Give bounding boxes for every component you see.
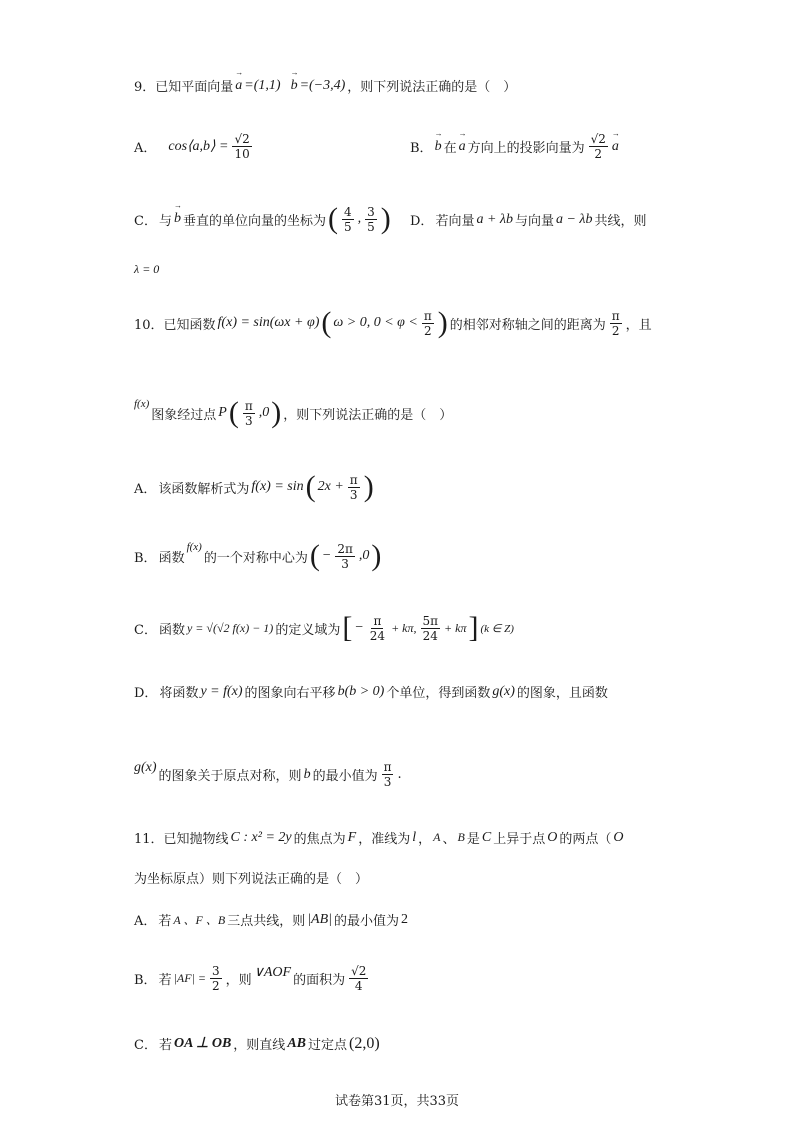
q9-d-expr2: a − λb (555, 211, 593, 227)
q11-c-text1: 若 (158, 1038, 172, 1053)
q11-b-text2: ，则 (225, 973, 252, 988)
q10-d-expr1: y = f(x) (200, 683, 243, 699)
q9-d-expr1: a + λb (476, 211, 513, 227)
paren-left: ( (305, 470, 316, 503)
q9-a-lhs: cos⟨a,b⟩ = (168, 139, 229, 154)
q10-c-k: (k ∈ Z) (480, 622, 514, 635)
q9-c-f2d: 5 (367, 219, 375, 234)
q10-d-line2-text: 的图象关于原点对称，则 (158, 769, 302, 784)
q10-b-text1: 函数 (158, 550, 185, 566)
q10-d-expr3: g(x) (492, 683, 515, 699)
minus-sign: − (321, 548, 332, 563)
q9-b-num: √2 (590, 132, 606, 146)
q10-c-i1n: π (373, 613, 382, 628)
q10-line2 (134, 398, 452, 428)
q11-b-label: B． (134, 973, 157, 988)
q10-p-frac (243, 399, 255, 428)
q11-b-den: 2 (211, 979, 220, 993)
q10-d-expr2: b(b > 0) (337, 683, 385, 699)
q10-c-tail: + kπ (444, 620, 467, 635)
q10-c-frac1 (368, 614, 387, 643)
q11-sep: 、 (442, 832, 456, 847)
q9-c-text2: 垂直的单位向量的坐标为 (182, 213, 326, 229)
period: . (397, 767, 402, 782)
q10-d-num: π (383, 760, 392, 774)
q10-p-tail: ,0 (258, 405, 270, 420)
q9-d-label: D． (410, 214, 434, 229)
q10-cond: ω > 0, 0 < φ < (333, 315, 418, 330)
q10-dist-frac (610, 309, 622, 338)
q10-a-expr: f(x) = sin (251, 479, 304, 494)
q9-d-text3: 共线，则 (594, 214, 647, 229)
q11-b-frac (210, 964, 222, 993)
q9-stem (134, 76, 516, 95)
q11-t4: 是 (466, 832, 480, 847)
q10-d-frac (382, 760, 394, 789)
q11-a-pts: A 、F 、B (173, 913, 226, 927)
q11-b-text3: 的面积为 (293, 973, 346, 988)
q11-t1: 的焦点为 (293, 832, 346, 847)
q9-d-cont: λ = 0 (134, 262, 160, 276)
q10-option-d (134, 682, 608, 701)
q9-b-text2: 方向上的投影向量为 (467, 141, 585, 156)
q10-option-d-line2 (134, 760, 402, 789)
q10-b-tail: ,0 (358, 548, 370, 563)
q10-c-i1d: 24 (369, 628, 386, 643)
q10-c-text2: 的定义域为 (275, 622, 341, 638)
q9-tail: ，则下列说法正确的是（ ） (347, 80, 517, 95)
q10-dist-num: π (611, 308, 620, 323)
q9-c-f1n: 4 (343, 204, 352, 219)
q11-l: l (412, 829, 417, 845)
q11-t5: 上异于点 (493, 832, 546, 847)
q11-a-label: A． (134, 914, 157, 929)
q9-a-num: √2 (234, 132, 250, 146)
q11-line2 (134, 868, 368, 887)
vector-a: → a (459, 139, 466, 155)
q11-a-text3: 的最小值为 (334, 914, 400, 929)
q9-d-text1: 若向量 (435, 214, 475, 229)
q11-F: F (347, 829, 357, 845)
q11-c-ab: AB (287, 1035, 306, 1051)
paren-left: ( (321, 306, 332, 339)
q10-dist-den: 2 (611, 323, 620, 338)
paren-right: ) (437, 306, 448, 339)
q10-option-c (134, 613, 514, 643)
q10-fx: f(x) (134, 398, 150, 410)
q11-B: B (457, 830, 465, 844)
q11-A: A (433, 830, 441, 844)
q9-a-fraction (232, 132, 251, 161)
q9-b-fraction (589, 132, 608, 161)
q10-a-num: π (349, 472, 358, 487)
paren-left: ( (327, 202, 338, 235)
q9-stem-text: 9．已知平面向量 (134, 80, 234, 95)
q10-b-fx: f(x) (186, 541, 202, 553)
q10-point-p: P (218, 405, 227, 420)
q10-b-label: B． (134, 550, 157, 566)
vector-a: → a (235, 78, 242, 94)
q10-stem (134, 308, 652, 338)
q9-option-c (134, 204, 391, 234)
q9-a-value: =(1,1) (244, 77, 281, 93)
page-footer: 试卷第31页，共33页 (334, 1094, 460, 1109)
q11-c-expr: OA ⊥ OB (173, 1036, 232, 1051)
q11-C: C (481, 829, 492, 845)
q10-a-inner: 2x + (317, 479, 344, 494)
q9-d-text2: 与向量 (514, 214, 554, 229)
q9-a-label: A． (134, 141, 157, 156)
q10-text3: ，且 (625, 317, 652, 333)
q11-option-c (134, 1034, 380, 1053)
q11-a-val: 2 (401, 911, 409, 927)
q10-func: f(x) = sin(ωx + φ) (217, 315, 320, 330)
q11-c-pt: (2,0) (349, 1034, 380, 1052)
vector-b: → b (174, 211, 181, 227)
q10-d-b: b (303, 766, 311, 782)
q11-c-text2: ，则直线 (233, 1038, 286, 1053)
q11-curve: C : x² = 2y (230, 829, 292, 845)
vector-b: → b (435, 139, 442, 155)
q10-line2-tail: ，则下列说法正确的是（ ） (283, 407, 453, 423)
q10-c-expr: y = √(√2 f(x) − 1) (186, 620, 274, 635)
q10-d-text1: 将函数 (159, 686, 199, 701)
q9-c-f1d: 5 (343, 219, 352, 234)
paren-right: ) (371, 539, 382, 572)
q10-c-mid: + kπ, (391, 620, 417, 635)
q11-stem-text: 11．已知抛物线 (134, 832, 229, 847)
q10-c-label: C． (134, 622, 157, 638)
q9-a-den: 10 (234, 147, 250, 161)
q9-c-f2n: 3 (367, 204, 375, 219)
q9-option-d (410, 210, 647, 229)
vector-a: → a (612, 139, 619, 155)
paren-right: ) (363, 470, 374, 503)
q11-a-text1: 若 (158, 914, 172, 929)
q10-p-den: 3 (244, 413, 253, 428)
q10-b-frac (335, 542, 355, 571)
q11-a-abs: |AB| (307, 911, 333, 927)
bracket-left: [ (342, 611, 353, 644)
q10-a-text: 该函数解析式为 (158, 481, 250, 497)
q11-b-num: 3 (211, 964, 220, 978)
q9-option-a (134, 132, 254, 161)
q10-cond-frac (422, 309, 434, 338)
q11-stem (134, 828, 623, 847)
q11-a-text2: 三点共线，则 (227, 914, 306, 929)
q11-option-a (134, 910, 408, 929)
q10-a-label: A． (134, 481, 157, 497)
q9-c-frac1 (342, 205, 354, 234)
q10-cond-num: π (423, 308, 432, 323)
q10-d-text3: 个单位，得到函数 (386, 686, 491, 701)
q10-c-i2d: 24 (422, 628, 438, 643)
q9-c-text1: 与 (158, 213, 172, 229)
q11-O: O (547, 829, 558, 845)
q11-b-tri: ∨AOF (253, 965, 292, 980)
minus-sign: − (354, 620, 364, 635)
q9-option-d-cont (134, 262, 159, 277)
q11-t3: ， (418, 832, 432, 847)
q10-d-line2-text2: 的最小值为 (312, 769, 378, 784)
q10-b-text2: 的一个对称中心为 (203, 550, 308, 566)
q10-cond-den: 2 (423, 323, 432, 338)
q10-option-b (134, 541, 381, 571)
q11-O2: O (613, 829, 624, 845)
q11-b-area-frac (349, 964, 368, 993)
q10-d-gx: g(x) (134, 760, 157, 775)
q10-d-label: D． (134, 686, 158, 701)
paren-left: ( (228, 396, 239, 429)
paren-left: ( (309, 539, 320, 572)
q10-d-text2: 的图象向右平移 (244, 686, 336, 701)
q9-b-value: =(−3,4) (299, 77, 346, 93)
q11-b-abs: |AF| = (173, 971, 206, 985)
q10-a-den: 3 (349, 487, 358, 502)
q10-a-frac (348, 473, 360, 502)
q10-d-den: 3 (383, 775, 392, 789)
q11-line2-text: 为坐标原点）则下列说法正确的是（ ） (134, 872, 369, 887)
q11-c-label: C． (134, 1038, 157, 1053)
q9-b-den: 2 (594, 147, 603, 161)
q9-option-b (410, 132, 619, 161)
q11-b-anum: √2 (351, 964, 367, 978)
q9-b-label: B． (410, 141, 433, 156)
q10-c-frac2 (421, 614, 441, 643)
q11-b-text1: 若 (158, 973, 172, 988)
q9-c-frac2 (365, 205, 377, 234)
q11-t2: ，准线为 (358, 832, 411, 847)
q9-c-label: C． (134, 213, 157, 229)
paren-right: ) (271, 396, 282, 429)
q11-b-aden: 4 (354, 979, 363, 993)
q10-c-text1: 函数 (158, 622, 185, 638)
q11-t6: 的两点（ (559, 832, 612, 847)
q10-b-num: 2π (337, 541, 353, 556)
q10-p-num: π (244, 398, 253, 413)
q10-b-den: 3 (341, 556, 349, 571)
q11-c-text3: 过定点 (308, 1038, 348, 1053)
comma: , (357, 211, 362, 226)
paren-right: ) (380, 202, 391, 235)
q10-line2-text: 图象经过点 (151, 407, 217, 423)
q10-stem-text: 10．已知函数 (134, 317, 216, 333)
q10-text2: 的相邻对称轴之间的距离为 (449, 317, 606, 333)
bracket-right: ] (468, 611, 479, 644)
q11-option-b (134, 964, 370, 993)
q10-c-i2n: 5π (422, 613, 439, 628)
q10-option-a (134, 472, 374, 502)
vector-b: → b (291, 78, 298, 94)
q9-b-text1: 在 (443, 141, 457, 156)
q10-d-text4: 的图象，且函数 (516, 686, 608, 701)
